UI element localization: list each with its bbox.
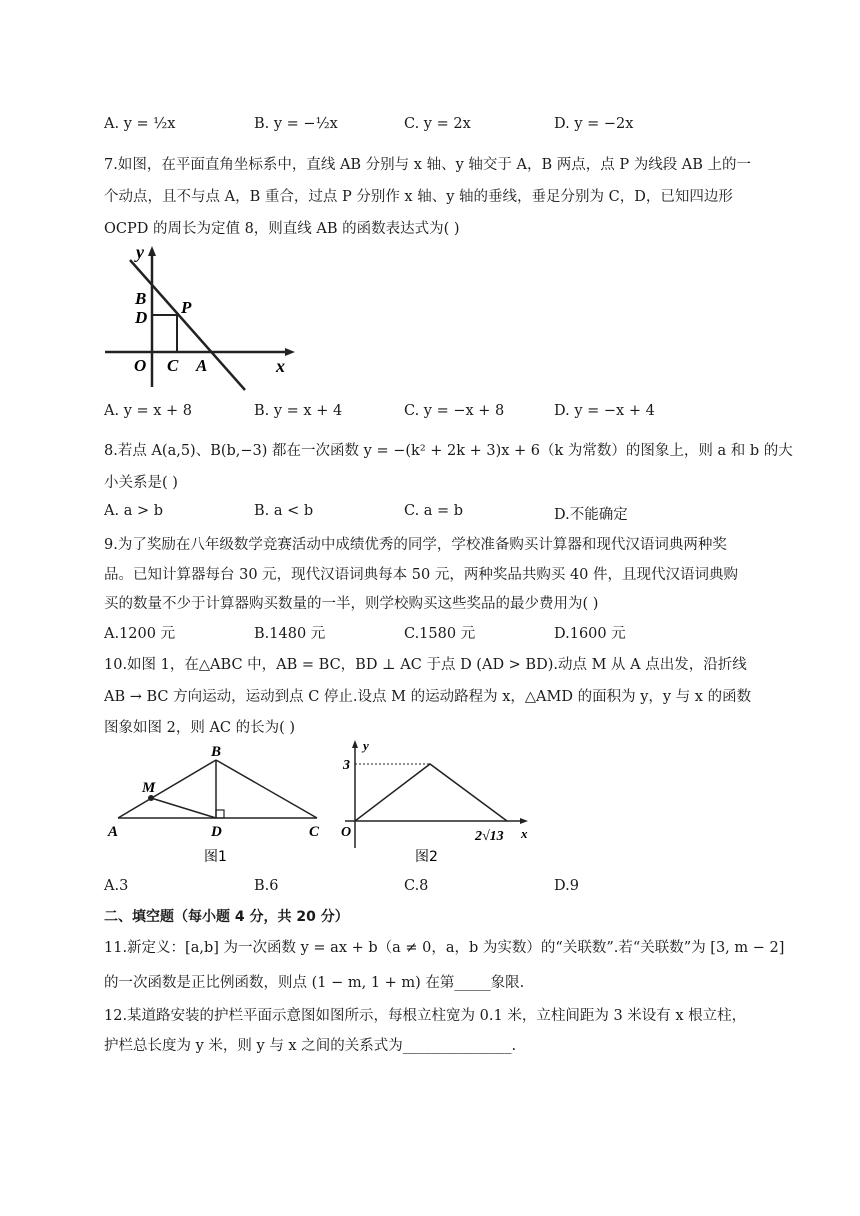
q9-option-b: B.1480 元: [254, 626, 326, 642]
q10-option-d: D.9: [554, 878, 579, 894]
fig1-point-m: M: [142, 780, 156, 796]
fig2-y-label: y: [363, 738, 369, 753]
q8-option-b: B. a < b: [254, 503, 314, 519]
q10-line-3: 图象如图 2，则 AC 的长为( ): [104, 720, 296, 736]
q10-option-c: C.8: [404, 878, 429, 894]
fig2-origin: O: [341, 825, 352, 840]
q6-option-b: B. y = −½x: [254, 116, 338, 132]
q9-line-3: 买的数量不少于计算器购买数量的一半，则学校购买这些奖品的最少费用为( ): [104, 596, 599, 612]
q6-option-a: A. y = ½x: [104, 116, 176, 132]
q7-option-a: A. y = x + 8: [104, 403, 193, 419]
q10-figure-1: [104, 740, 334, 874]
fig1-caption: 图1: [204, 849, 227, 865]
fig2-x-label: x: [521, 826, 528, 841]
q10-line-2: AB → BC 方向运动，运动到点 C 停止.设点 M 的运动路程为 x，△AMD 的面积为 y，y 与 x 的函数: [104, 689, 752, 705]
q7-point-p: P: [181, 298, 192, 317]
q8-option-c: C. a = b: [404, 503, 464, 519]
q7-option-b: B. y = x + 4: [254, 403, 343, 419]
q7-line-3: OCPD 的周长为定值 8，则直线 AB 的函数表达式为( ): [104, 221, 460, 237]
fig2-y-tick: 3: [343, 758, 350, 773]
q8-option-d: D.不能确定: [554, 507, 628, 523]
q10-option-a: A.3: [104, 878, 129, 894]
q7-point-a: A: [196, 356, 208, 375]
fig1-point-d: D: [211, 824, 222, 840]
q6-option-d: D. y = −2x: [554, 116, 634, 132]
q7-option-d: D. y = −x + 4: [554, 403, 655, 419]
q7-line-2: 个动点，且不与点 A，B 重合，过点 P 分别作 x 轴、y 轴的垂线，垂足分别为 C，D，已知四边形: [104, 189, 733, 205]
q12-line-1: 12.某道路安装的护栏平面示意图如图所示，每根立柱宽为 0.1 米，立柱间距为 3 米设有 x 根立柱，: [104, 1008, 747, 1024]
q11-line-2: 的一次函数是正比例函数，则点 (1 − m, 1 + m) 在第_____象限.: [104, 975, 525, 991]
q10-line-1: 10.如图 1，在△ABC 中，AB = BC，BD ⊥ AC 于点 D (AD > BD).动点 M 从 A 点出发，沿折线: [104, 657, 747, 673]
q9-line-1: 9.为了奖励在八年级数学竞赛活动中成绩优秀的同学，学校准备购买计算器和现代汉语词典两种奖: [104, 537, 727, 553]
q10-figure-2: [335, 738, 535, 874]
q7-point-o: O: [134, 356, 147, 375]
q8-line-1: 8.若点 A(a,5)、B(b,−3) 都在一次函数 y = −(k² + 2k + 3)x + 6（k 为常数）的图象上，则 a 和 b 的大: [104, 443, 793, 459]
fig1-point-c: C: [309, 824, 320, 840]
q8-line-2: 小关系是( ): [104, 475, 178, 491]
q9-option-d: D.1600 元: [554, 626, 626, 642]
fig2-x-tick: 2√13: [475, 829, 504, 844]
q8-option-a: A. a > b: [104, 503, 163, 519]
q7-x-label: x: [276, 356, 285, 376]
q7-line-1: 7.如图，在平面直角坐标系中，直线 AB 分别与 x 轴、y 轴交于 A，B 两点，点 P 为线段 AB 上的一: [104, 157, 752, 173]
q6-option-c: C. y = 2x: [404, 116, 471, 132]
fig2-caption: 图2: [415, 849, 438, 865]
q7-option-c: C. y = −x + 8: [404, 403, 505, 419]
q9-line-2: 品。已知计算器每台 30 元，现代汉语词典每本 50 元，两种奖品共购买 40 件，且现代汉语词典购: [104, 567, 739, 583]
q9-option-c: C.1580 元: [404, 626, 476, 642]
fig1-point-b: B: [211, 744, 222, 760]
q12-line-2: 护栏总长度为 y 米，则 y 与 x 之间的关系式为_______________.: [104, 1038, 517, 1054]
q7-figure: [100, 242, 300, 396]
q7-point-c: C: [167, 356, 179, 375]
q11-line-1: 11.新定义：[a,b] 为一次函数 y = ax + b（a ≠ 0，a，b 为实数）的“关联数”.若“关联数”为 [3, m − 2]: [104, 940, 785, 956]
fig1-point-a: A: [108, 824, 119, 840]
q7-y-label: y: [136, 242, 144, 262]
q7-point-b: B: [135, 289, 147, 308]
q10-option-b: B.6: [254, 878, 279, 894]
q7-point-d: D: [135, 308, 148, 327]
section-2-title: 二、填空题（每小题 4 分，共 20 分）: [104, 909, 349, 925]
q9-option-a: A.1200 元: [104, 626, 176, 642]
